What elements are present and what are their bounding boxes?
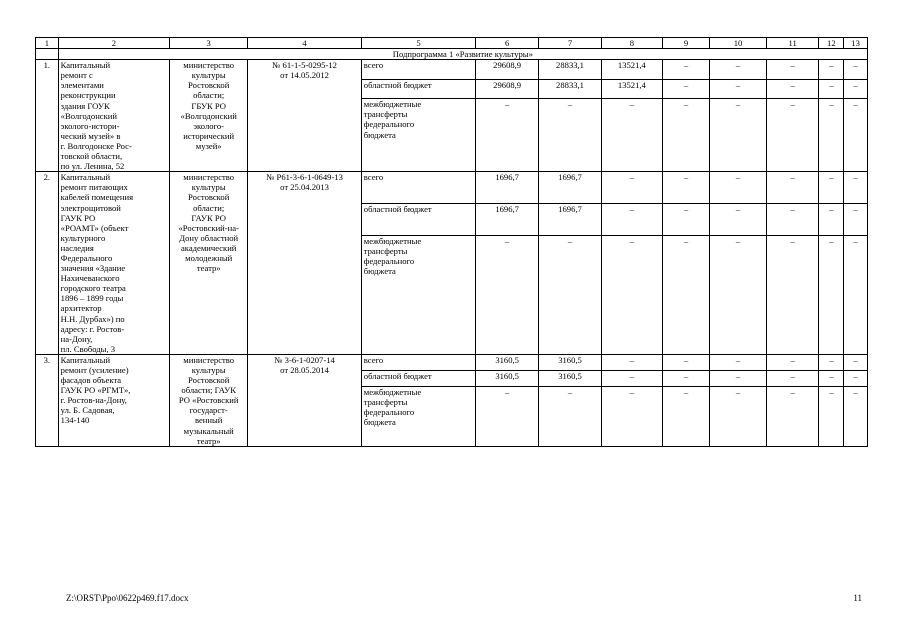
amount-cell: – (819, 354, 844, 370)
amount-cell: – (662, 99, 709, 172)
amount-cell: 29608,9 (476, 79, 539, 99)
amount-cell: 3160,5 (539, 354, 602, 370)
amount-cell: – (844, 235, 868, 354)
amount-cell: – (766, 386, 819, 446)
amount-cell: – (539, 99, 602, 172)
amount-cell: – (819, 370, 844, 386)
amount-cell: – (819, 204, 844, 236)
table-row (36, 60, 868, 80)
object-name: Капитальный ремонт (усиление) фасадов объекта ГАУК РО «РГМТ», г. Ростов-на-Дону, ул. Б. Садовая, 134-140 (58, 354, 169, 446)
customer-name: министерство культуры Ростовской области; ГБУК РО «Волгодонский эколого- исторический музей» (170, 60, 248, 172)
amount-cell: – (710, 354, 767, 370)
column-number: 2 (58, 38, 169, 49)
subprogram-spacer (36, 49, 59, 60)
amount-cell: – (662, 60, 709, 80)
subprogram-row (36, 49, 868, 60)
amount-cell: – (601, 354, 662, 370)
amount-cell: – (710, 172, 767, 204)
amount-cell: – (539, 386, 602, 446)
amount-cell: – (601, 99, 662, 172)
column-number: 5 (361, 38, 475, 49)
amount-cell: 29608,9 (476, 60, 539, 80)
amount-cell: – (844, 386, 868, 446)
amount-cell: 28833,1 (539, 60, 602, 80)
customer-name: министерство культуры Ростовской области; ГАУК РО «Ростовский-на- Дону областной академический молодежный театр» (170, 172, 248, 355)
amount-cell: – (476, 99, 539, 172)
amount-cell: – (819, 99, 844, 172)
funding-source: межбюджетные трансферты федерального бюджета (361, 386, 475, 446)
amount-cell: – (844, 79, 868, 99)
amount-cell: 1696,7 (539, 172, 602, 204)
amount-cell: – (844, 370, 868, 386)
funding-source: всего (361, 60, 475, 80)
page-number: 11 (853, 593, 862, 603)
funding-source: межбюджетные трансферты федерального бюджета (361, 235, 475, 354)
amount-cell: – (844, 60, 868, 80)
amount-cell: – (476, 235, 539, 354)
amount-cell: – (819, 386, 844, 446)
amount-cell: – (601, 204, 662, 236)
customer-name: министерство культуры Ростовской области; ГАУК РО «Ростовский государст- венный музыкальный театр» (170, 354, 248, 446)
amount-cell: – (766, 79, 819, 99)
amount-cell: – (819, 235, 844, 354)
amount-cell: – (601, 172, 662, 204)
column-number: 9 (662, 38, 709, 49)
amount-cell: – (819, 172, 844, 204)
row-number: 3. (36, 354, 59, 446)
amount-cell: – (662, 354, 709, 370)
column-number: 6 (476, 38, 539, 49)
amount-cell: – (662, 370, 709, 386)
amount-cell: – (662, 204, 709, 236)
amount-cell: – (766, 370, 819, 386)
column-number-row (36, 38, 868, 49)
amount-cell: 1696,7 (539, 204, 602, 236)
column-number: 13 (844, 38, 868, 49)
amount-cell: – (844, 99, 868, 172)
amount-cell: 1696,7 (476, 204, 539, 236)
expertise-document: № 3-6-1-0207-14 от 28.05.2014 (248, 354, 361, 446)
amount-cell: – (662, 172, 709, 204)
funding-source: всего (361, 172, 475, 204)
amount-cell: – (601, 386, 662, 446)
column-number: 3 (170, 38, 248, 49)
amount-cell: – (710, 370, 767, 386)
object-name: Капитальный ремонт питающих кабелей помещения электрощитовой ГАУК РО «РОАМТ» (объект культурного наследия Федерального значения «Здание Нахичеванского городского театра 1896 – 1899 годы архитектор Н.Н. Дурбах») по адресу: г. Ростов- на-Дону, пл. Свободы, 3 (58, 172, 169, 355)
column-number: 10 (710, 38, 767, 49)
amount-cell: 28833,1 (539, 79, 602, 99)
row-number: 2. (36, 172, 59, 355)
amount-cell: – (710, 386, 767, 446)
amount-cell: – (766, 354, 819, 370)
funding-source: областной бюджет (361, 79, 475, 99)
funding-source: областной бюджет (361, 370, 475, 386)
amount-cell: – (710, 79, 767, 99)
amount-cell: – (766, 60, 819, 80)
funding-source: всего (361, 354, 475, 370)
amount-cell: – (844, 172, 868, 204)
amount-cell: – (662, 79, 709, 99)
amount-cell: – (710, 204, 767, 236)
amount-cell: 1696,7 (476, 172, 539, 204)
amount-cell: – (710, 235, 767, 354)
column-number: 12 (819, 38, 844, 49)
object-name: Капитальный ремонт с элементами реконструкции здания ГОУК «Волгодонский эколого-истори- ческий музей» в г. Волгодонске Рос- товской области, по ул. Ленина, 52 (58, 60, 169, 172)
amount-cell: – (766, 204, 819, 236)
column-number: 4 (248, 38, 361, 49)
amount-cell: – (662, 386, 709, 446)
table-row (36, 354, 868, 370)
funding-source: областной бюджет (361, 204, 475, 236)
column-number: 7 (539, 38, 602, 49)
amount-cell: – (766, 99, 819, 172)
funding-source: межбюджетные трансферты федерального бюджета (361, 99, 475, 172)
amount-cell: – (819, 79, 844, 99)
amount-cell: – (844, 204, 868, 236)
amount-cell: – (710, 60, 767, 80)
table-row (36, 172, 868, 204)
row-number: 1. (36, 60, 59, 172)
amount-cell: 13521,4 (601, 60, 662, 80)
expertise-document: № Р61-3-6-1-0649-13 от 25.04.2013 (248, 172, 361, 355)
amount-cell: 3160,5 (539, 370, 602, 386)
column-number: 11 (766, 38, 819, 49)
expertise-document: № 61-1-5-0295-12 от 14.05.2012 (248, 60, 361, 172)
amount-cell: – (601, 235, 662, 354)
amount-cell: – (601, 370, 662, 386)
subprogram-title: Подпрограмма 1 «Развитие культуры» (58, 49, 867, 60)
amount-cell: – (819, 60, 844, 80)
amount-cell: – (476, 386, 539, 446)
amount-cell: – (662, 235, 709, 354)
column-number: 8 (601, 38, 662, 49)
amount-cell: – (766, 172, 819, 204)
amount-cell: – (539, 235, 602, 354)
amount-cell: 3160,5 (476, 354, 539, 370)
amount-cell: 13521,4 (601, 79, 662, 99)
amount-cell: 3160,5 (476, 370, 539, 386)
budget-table (35, 37, 868, 447)
footer-file-path: Z:\ORST\Ppo\0622p469.f17.docx (66, 593, 189, 603)
amount-cell: – (844, 354, 868, 370)
column-number: 1 (36, 38, 59, 49)
amount-cell: – (710, 99, 767, 172)
amount-cell: – (766, 235, 819, 354)
